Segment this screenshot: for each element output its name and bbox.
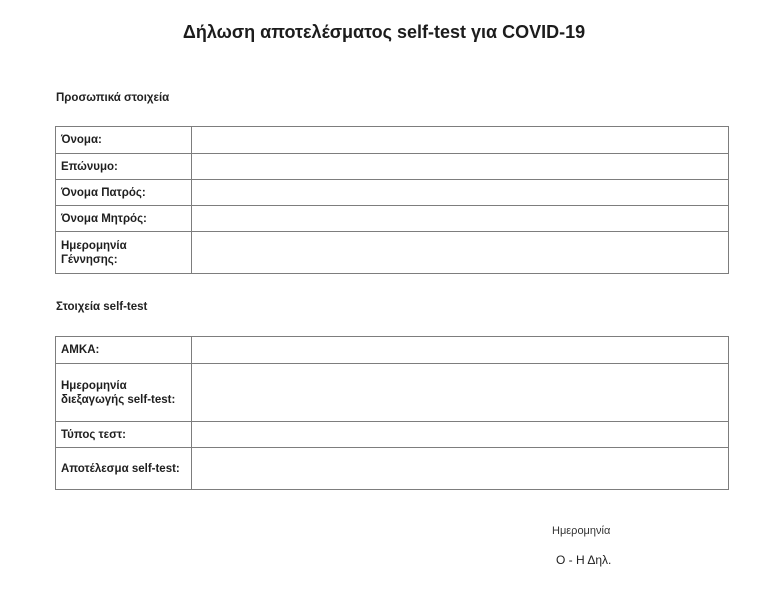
father-name-label: Όνομα Πατρός: xyxy=(56,180,192,206)
father-name-field[interactable] xyxy=(192,180,729,206)
mother-name-field[interactable] xyxy=(192,206,729,232)
last-name-field[interactable] xyxy=(192,154,729,180)
personal-info-table xyxy=(55,126,729,274)
selftest-section-heading: Στοιχεία self-test xyxy=(56,301,148,313)
table-row xyxy=(56,127,729,154)
footer-date-label: Ημερομηνία xyxy=(552,525,611,537)
birth-date-field[interactable] xyxy=(192,232,729,274)
table-row xyxy=(56,206,729,232)
table-row xyxy=(56,154,729,180)
personal-section-heading: Προσωπικά στοιχεία xyxy=(56,92,170,104)
selftest-info-table xyxy=(55,336,729,490)
first-name-field[interactable] xyxy=(192,127,729,154)
table-row xyxy=(56,180,729,206)
mother-name-label: Όνομα Μητρός: xyxy=(56,206,192,232)
table-row xyxy=(56,337,729,364)
test-date-field[interactable] xyxy=(192,364,729,422)
test-result-label: Αποτέλεσμα self-test: xyxy=(56,448,192,490)
footer-signature-label: Ο - Η Δηλ. xyxy=(556,553,612,567)
table-row xyxy=(56,232,729,274)
test-type-field[interactable] xyxy=(192,422,729,448)
document-title: Δήλωση αποτελέσματος self-test για COVID-19 xyxy=(182,22,586,42)
test-type-label: Τύπος τεστ: xyxy=(56,422,192,448)
birth-date-label: Ημερομηνία Γέννησης: xyxy=(56,232,192,274)
test-date-label: Ημερομηνία διεξαγωγής self-test: xyxy=(56,364,192,422)
amka-label: ΑΜΚΑ: xyxy=(56,337,192,364)
last-name-label: Επώνυμο: xyxy=(56,154,192,180)
test-result-field[interactable] xyxy=(192,448,729,490)
first-name-label: Όνομα: xyxy=(56,127,192,154)
amka-field[interactable] xyxy=(192,337,729,364)
table-row xyxy=(56,364,729,422)
table-row xyxy=(56,422,729,448)
table-row xyxy=(56,448,729,490)
